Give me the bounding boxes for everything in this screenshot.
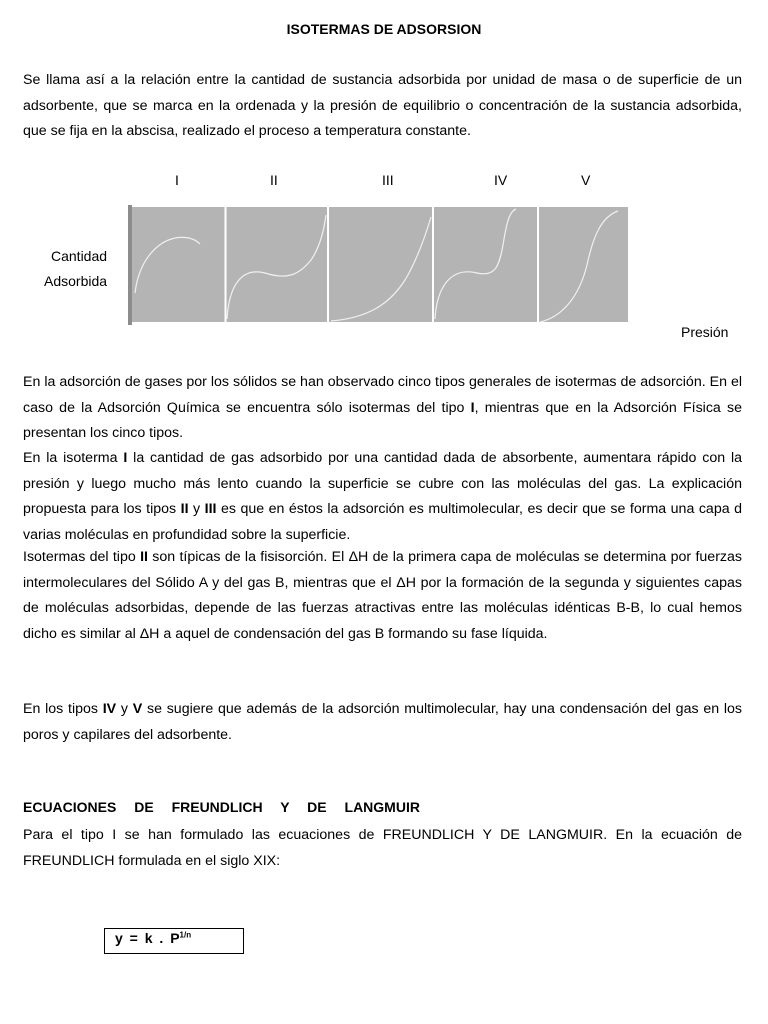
freundlich-formula [115,930,191,946]
y-axis-bar [128,205,132,325]
document-title: ISOTERMAS DE ADSORSION [286,21,482,37]
paragraph-2: En la isoterma I la cantidad de gas adsorbido por una cantidad dada de absorbente, aumentara rápido con la presión y luego mucho más lento cuando la superficie se cubre con las moléculas del gas. La explicación propuesta para los tipos II y III es que en éstos la adsorción es multimolecular, es decir que se forma una capa d varias moléculas en profundidad sobre la superficie. [23,450,742,543]
xlabel-presion: Presión [681,324,729,340]
ylabel-line2: Adsorbida [44,273,108,289]
section-heading: ECUACIONES DE FREUNDLICH Y DE LANGMUIR [23,799,420,815]
type-label-2: II [270,172,278,188]
formula-main: y = k . P [115,930,180,946]
type-label-1: I [175,172,179,188]
paragraph-4: En los tipos IV y V se sugiere que además de la adsorción multimolecular, hay una condensación del gas en los poros y capilares del adsorbente. [23,701,742,743]
paragraph-3: Isotermas del tipo II son típicas de la fisisorción. El ΔH de la primera capa de moléculas se determina por fuerzas intermoleculares del Sólido A y del gas B, mientras que el ΔH por la formación de la segunda y siguientes capas de moléculas adsorbidas, depende de las fuerzas atractivas entre las moléculas idénticas B-B, lo cual hemos dicho es similar al ΔH a aquel de condensación del gas B formando su fase líquida. [23,549,743,642]
type-label-3: III [382,172,394,188]
ylabel-line1: Cantidad [51,248,108,264]
type-label-4: IV [494,172,508,188]
type-label-5: V [581,172,591,188]
paragraph-5: Para el tipo I se han formulado las ecuaciones de FREUNDLICH Y DE LANGMUIR. En la ecuación de FREUNDLICH formulada en el siglo XIX: [23,827,742,869]
formula-exponent: 1/n [179,930,192,940]
formula-box [104,928,244,954]
isotherm-diagram [127,205,628,325]
paragraph-1: En la adsorción de gases por los sólidos se han observado cinco tipos generales de isotermas de adsorción. En el caso de la Adsorción Química se encuentra sólo isotermas del tipo I, mientras que en la Adsorción Física se presentan los cinco tipos. [23,374,742,441]
intro-paragraph: Se llama así a la relación entre la cantidad de sustancia adsorbida por unidad de masa o de superficie de un adsorbente, que se marca en la ordenada y la presión de equilibrio o concentración de la sustancia adsorbida, que se fija en la abscisa, realizado el proceso a temperatura constante. [23,72,742,139]
